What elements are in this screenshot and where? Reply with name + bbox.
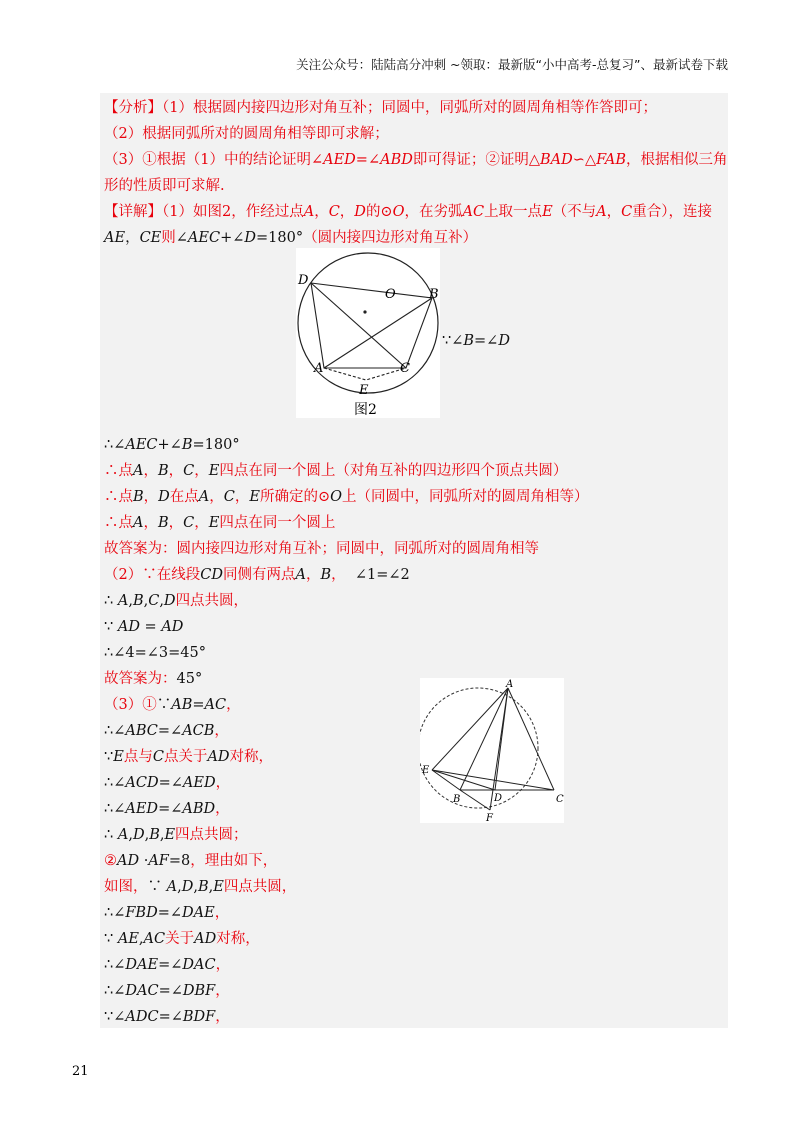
analysis-line-4: 形的性质即可求解.: [104, 178, 225, 194]
detail-line-5: ∴点B，D在点A，C，E所确定的⊙O上（同圆中，同弧所对的圆周角相等）: [104, 489, 589, 505]
triangle-diagram: [420, 678, 564, 823]
label-B: B: [429, 287, 439, 302]
label-A2: A: [506, 679, 514, 690]
part2-line-1: （2）∵在线段CD同侧有两点A，B， ∠1=∠2: [104, 567, 410, 583]
label-A: A: [314, 361, 324, 376]
answer-1: 故答案为：圆内接四边形对角互补；同圆中，同弧所对的圆周角相等: [104, 541, 539, 557]
part3-line-2: ∴∠ABC=∠ACB，: [104, 723, 229, 739]
label-D: D: [298, 273, 309, 288]
detail-line-1: 【详解】（1）如图2，作经过点A，C，D的⊙O，在劣弧AC上取一点E（不与A，C重合），连接: [104, 204, 712, 220]
analysis-line-2: （2）根据同弧所对的圆周角相等即可求解；: [104, 126, 389, 142]
label-E: E: [359, 383, 369, 398]
part3-line-13: ∵∠ADC=∠BDF，: [104, 1009, 230, 1025]
part3-line-5: ∴∠AED=∠ABD，: [104, 801, 230, 817]
part3-line-8: 如图，∵ A,D,B,E四点共圆，: [104, 879, 297, 895]
part3-line-7: ②AD ·AF=8，理由如下，: [104, 853, 278, 869]
label-C2: C: [556, 794, 564, 805]
part3-line-3: ∵E点与C点关于AD对称，: [104, 749, 274, 765]
detail-line-3: ∴∠AEC+∠B=180°: [104, 437, 240, 453]
answer-2: 故答案为：45°: [104, 671, 203, 687]
figure-2: [296, 248, 440, 418]
part3-line-4: ∴∠ACD=∠AED，: [104, 775, 231, 791]
label-D2: D: [494, 793, 503, 804]
solution-block: [100, 93, 728, 1028]
part3-line-10: ∵ AE,AC关于AD对称，: [104, 931, 260, 947]
figure-caption: 图2: [354, 402, 377, 418]
detail-line-4: ∴点A，B，C，E四点在同一个圆上（对角互补的四边形四个顶点共圆）: [104, 463, 568, 479]
label-C: C: [400, 361, 410, 376]
part3-line-12: ∴∠DAC=∠DBF，: [104, 983, 230, 999]
side-note: ∵∠B=∠D: [442, 333, 510, 349]
analysis-line-1: 【分析】（1）根据圆内接四边形对角互补；同圆中，同弧所对的圆周角相等作答即可；: [104, 100, 657, 116]
figure-3: [420, 678, 564, 823]
label-O: O: [385, 287, 396, 302]
page-number: 21: [72, 1064, 89, 1079]
analysis-line-3: （3）①根据（1）中的结论证明∠AED=∠ABD即可得证；②证明△BAD∽△FAB，根据相似三角: [104, 152, 728, 168]
part3-line-9: ∴∠FBD=∠DAE，: [104, 905, 230, 921]
detail-line-6: ∴点A，B，C，E四点在同一个圆上: [104, 515, 336, 531]
label-E2: E: [422, 765, 430, 776]
circle-diagram: [296, 248, 440, 418]
label-B2: B: [453, 794, 461, 805]
detail-line-2: AE，CE则∠AEC+∠D=180°（圆内接四边形对角互补）: [104, 230, 478, 246]
part2-line-3: ∵ AD = AD: [104, 619, 184, 635]
part3-line-11: ∴∠DAE=∠DAC，: [104, 957, 231, 973]
part3-line-1: （3）①∵AB=AC，: [104, 697, 241, 713]
part2-line-2: ∴ A,B,C,D四点共圆，: [104, 593, 249, 609]
part3-line-6: ∴ A,D,B,E四点共圆；: [104, 827, 248, 843]
label-F2: F: [486, 813, 493, 823]
header-note: 关注公众号：陆陆高分冲刺 ~领取：最新版“小中高考-总复习”、最新试卷下载: [296, 57, 728, 72]
part2-line-4: ∴∠4=∠3=45°: [104, 645, 206, 661]
